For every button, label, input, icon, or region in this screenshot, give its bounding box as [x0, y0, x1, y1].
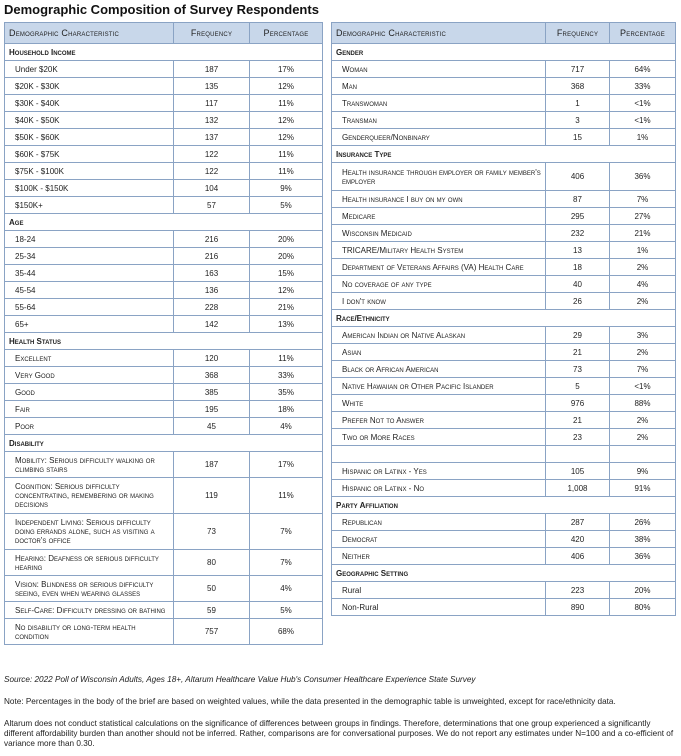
row-percentage: 17% — [250, 61, 323, 78]
section-row — [5, 44, 323, 61]
row-frequency: 406 — [546, 548, 610, 565]
row-label: No coverage of any type — [332, 276, 546, 293]
row-percentage: 12% — [250, 78, 323, 95]
demographics-table-right — [331, 22, 676, 616]
row-percentage: 2% — [610, 344, 676, 361]
row-frequency: 132 — [174, 112, 250, 129]
row-frequency: 80 — [174, 550, 250, 576]
row-frequency: 18 — [546, 259, 610, 276]
row-frequency: 87 — [546, 191, 610, 208]
row-frequency: 21 — [546, 412, 610, 429]
table-row — [5, 78, 323, 95]
row-label: 25-34 — [5, 248, 174, 265]
row-percentage: 7% — [250, 514, 323, 550]
table-row — [332, 163, 676, 191]
table-row — [332, 95, 676, 112]
row-label: Asian — [332, 344, 546, 361]
row-percentage: 2% — [610, 412, 676, 429]
row-percentage: 35% — [250, 384, 323, 401]
table-row — [5, 619, 323, 645]
table-row — [332, 395, 676, 412]
table-row — [332, 112, 676, 129]
row-frequency: 40 — [546, 276, 610, 293]
row-percentage: 80% — [610, 599, 676, 616]
table-row — [5, 350, 323, 367]
row-label: TRICARE/Military Health System — [332, 242, 546, 259]
row-label: $75K - $100K — [5, 163, 174, 180]
row-frequency: 216 — [174, 248, 250, 265]
row-frequency — [546, 446, 610, 463]
section-row — [5, 333, 323, 350]
row-frequency: 5 — [546, 378, 610, 395]
section-label: Geographic Setting — [332, 565, 676, 582]
table-row — [5, 231, 323, 248]
row-percentage: 64% — [610, 61, 676, 78]
header-characteristic: Demographic Characteristic — [332, 23, 546, 44]
table-row — [332, 582, 676, 599]
row-percentage: 2% — [610, 293, 676, 310]
row-label: American Indian or Native Alaskan — [332, 327, 546, 344]
section-label: Household Income — [5, 44, 323, 61]
table-row — [332, 514, 676, 531]
row-frequency: 26 — [546, 293, 610, 310]
table-row — [5, 95, 323, 112]
row-frequency: 45 — [174, 418, 250, 435]
section-label: Gender — [332, 44, 676, 61]
row-label: $60K - $75K — [5, 146, 174, 163]
section-label: Age — [5, 214, 323, 231]
table-row — [332, 191, 676, 208]
row-frequency: 136 — [174, 282, 250, 299]
table-row — [5, 61, 323, 78]
row-percentage: 12% — [250, 282, 323, 299]
demographics-table-left — [4, 22, 323, 645]
row-percentage: 7% — [610, 191, 676, 208]
row-percentage: 17% — [250, 452, 323, 478]
row-label: Fair — [5, 401, 174, 418]
row-frequency: 23 — [546, 429, 610, 446]
table-row — [5, 265, 323, 282]
row-frequency: 757 — [174, 619, 250, 645]
row-label: Very Good — [5, 367, 174, 384]
row-label: 18-24 — [5, 231, 174, 248]
row-percentage: 2% — [610, 259, 676, 276]
row-label: Man — [332, 78, 546, 95]
row-frequency: 406 — [546, 163, 610, 191]
row-percentage: 11% — [250, 146, 323, 163]
disclaimer: Altarum does not conduct statistical calculations on the significance of differences between groups in findings. Therefore, determinations that one group experienced a significantly different affordability burden than another should not be inferred. Rather, comparisons are for conversational purposes. We do not report any estimates under N=100 and a co-efficient of variance more than 0.30. — [4, 719, 674, 748]
table-header-row — [5, 23, 323, 44]
row-frequency: 120 — [174, 350, 250, 367]
row-label: Department of Veterans Affairs (VA) Health Care — [332, 259, 546, 276]
row-frequency: 117 — [174, 95, 250, 112]
header-percentage: Percentage — [610, 23, 676, 44]
row-frequency: 50 — [174, 576, 250, 602]
row-label: Independent Living: Serious difficulty doing errands alone, such as visiting a doctor's office — [5, 514, 174, 550]
row-label: Hispanic or Latinx - Yes — [332, 463, 546, 480]
row-label: Genderqueer/Nonbinary — [332, 129, 546, 146]
row-percentage: 11% — [250, 95, 323, 112]
row-label: Hispanic or Latinx - No — [332, 480, 546, 497]
table-row — [332, 61, 676, 78]
table-row — [5, 576, 323, 602]
row-frequency: 368 — [174, 367, 250, 384]
row-percentage: 11% — [250, 163, 323, 180]
table-row — [332, 78, 676, 95]
row-frequency: 890 — [546, 599, 610, 616]
row-frequency: 1,008 — [546, 480, 610, 497]
row-label: $150K+ — [5, 197, 174, 214]
section-label: Race/Ethnicity — [332, 310, 676, 327]
header-characteristic: Demographic Characteristic — [5, 23, 174, 44]
row-percentage: 15% — [250, 265, 323, 282]
row-percentage: 33% — [610, 78, 676, 95]
row-percentage: 68% — [250, 619, 323, 645]
source-note: Source: 2022 Poll of Wisconsin Adults, Ages 18+, Altarum Healthcare Value Hub's Consumer Healthcare Experience State Survey — [4, 675, 476, 684]
table-row — [5, 197, 323, 214]
row-label: Non-Rural — [332, 599, 546, 616]
row-label: Neither — [332, 548, 546, 565]
section-row — [332, 146, 676, 163]
row-label: White — [332, 395, 546, 412]
row-frequency: 385 — [174, 384, 250, 401]
row-label: Prefer Not to Answer — [332, 412, 546, 429]
header-percentage: Percentage — [250, 23, 323, 44]
row-label: Self-Care: Difficulty dressing or bathing — [5, 602, 174, 619]
table-row — [5, 478, 323, 514]
row-label: Vision: Blindness or serious difficulty seeing, even when wearing glasses — [5, 576, 174, 602]
row-frequency: 216 — [174, 231, 250, 248]
header-frequency: Frequency — [174, 23, 250, 44]
table-row — [5, 452, 323, 478]
table-row — [5, 180, 323, 197]
row-label: Medicare — [332, 208, 546, 225]
row-label: $30K - $40K — [5, 95, 174, 112]
row-frequency: 122 — [174, 146, 250, 163]
row-percentage — [610, 446, 676, 463]
row-label: Woman — [332, 61, 546, 78]
table-row — [332, 599, 676, 616]
row-label: Health insurance through employer or family member's employer — [332, 163, 546, 191]
row-label: Black or African American — [332, 361, 546, 378]
row-label: 55-64 — [5, 299, 174, 316]
table-row — [332, 208, 676, 225]
row-frequency: 59 — [174, 602, 250, 619]
table-row — [332, 293, 676, 310]
row-label: Under $20K — [5, 61, 174, 78]
row-percentage: 1% — [610, 129, 676, 146]
section-row — [332, 497, 676, 514]
row-percentage: 11% — [250, 478, 323, 514]
row-label: $100K - $150K — [5, 180, 174, 197]
row-frequency: 135 — [174, 78, 250, 95]
row-percentage: <1% — [610, 112, 676, 129]
row-label: Health insurance I buy on my own — [332, 191, 546, 208]
table-row — [5, 514, 323, 550]
table-row — [332, 531, 676, 548]
table-row — [5, 129, 323, 146]
row-percentage: 38% — [610, 531, 676, 548]
section-label: Insurance Type — [332, 146, 676, 163]
row-frequency: 187 — [174, 452, 250, 478]
row-percentage: 20% — [250, 248, 323, 265]
row-frequency: 195 — [174, 401, 250, 418]
table-row — [5, 248, 323, 265]
table-row — [332, 225, 676, 242]
row-percentage: 21% — [610, 225, 676, 242]
row-label: Excellent — [5, 350, 174, 367]
row-label: $40K - $50K — [5, 112, 174, 129]
table-row — [332, 548, 676, 565]
row-frequency: 420 — [546, 531, 610, 548]
row-percentage: 33% — [250, 367, 323, 384]
row-label: Republican — [332, 514, 546, 531]
section-label: Health Status — [5, 333, 323, 350]
row-label: Good — [5, 384, 174, 401]
table-row — [5, 367, 323, 384]
row-frequency: 13 — [546, 242, 610, 259]
row-percentage: 36% — [610, 163, 676, 191]
row-frequency: 368 — [546, 78, 610, 95]
table-row — [332, 429, 676, 446]
row-frequency: 119 — [174, 478, 250, 514]
row-label — [332, 446, 546, 463]
table-header-row — [332, 23, 676, 44]
row-frequency: 187 — [174, 61, 250, 78]
row-percentage: <1% — [610, 378, 676, 395]
table-row — [332, 327, 676, 344]
row-frequency: 3 — [546, 112, 610, 129]
row-percentage: 4% — [250, 418, 323, 435]
row-percentage: 18% — [250, 401, 323, 418]
row-frequency: 29 — [546, 327, 610, 344]
table-row — [332, 446, 676, 463]
table-row — [5, 384, 323, 401]
row-frequency: 73 — [546, 361, 610, 378]
row-frequency: 142 — [174, 316, 250, 333]
section-label: Party Affiliation — [332, 497, 676, 514]
row-label: $50K - $60K — [5, 129, 174, 146]
row-label: Two or More Races — [332, 429, 546, 446]
row-percentage: 91% — [610, 480, 676, 497]
table-row — [5, 401, 323, 418]
table-row — [5, 550, 323, 576]
row-label: 45-54 — [5, 282, 174, 299]
table-row — [332, 276, 676, 293]
section-row — [332, 310, 676, 327]
row-percentage: 20% — [610, 582, 676, 599]
row-label: $20K - $30K — [5, 78, 174, 95]
row-frequency: 57 — [174, 197, 250, 214]
row-label: Wisconsin Medicaid — [332, 225, 546, 242]
row-percentage: 13% — [250, 316, 323, 333]
row-frequency: 976 — [546, 395, 610, 412]
header-frequency: Frequency — [546, 23, 610, 44]
table-row — [5, 163, 323, 180]
section-row — [332, 44, 676, 61]
page-title: Demographic Composition of Survey Respondents — [4, 2, 319, 17]
row-label: Cognition: Serious difficulty concentrating, remembering or making decisions — [5, 478, 174, 514]
row-label: Poor — [5, 418, 174, 435]
table-row — [332, 378, 676, 395]
row-percentage: 5% — [250, 602, 323, 619]
row-label: 65+ — [5, 316, 174, 333]
row-percentage: 1% — [610, 242, 676, 259]
row-frequency: 15 — [546, 129, 610, 146]
row-frequency: 228 — [174, 299, 250, 316]
row-frequency: 717 — [546, 61, 610, 78]
row-frequency: 1 — [546, 95, 610, 112]
row-percentage: 26% — [610, 514, 676, 531]
row-frequency: 295 — [546, 208, 610, 225]
table-row — [332, 463, 676, 480]
row-frequency: 223 — [546, 582, 610, 599]
table-row — [5, 602, 323, 619]
row-label: Transwoman — [332, 95, 546, 112]
row-frequency: 73 — [174, 514, 250, 550]
row-percentage: 5% — [250, 197, 323, 214]
row-label: Rural — [332, 582, 546, 599]
row-percentage: 7% — [610, 361, 676, 378]
table-row — [332, 480, 676, 497]
row-percentage: 12% — [250, 129, 323, 146]
row-label: Mobility: Serious difficulty walking or climbing stairs — [5, 452, 174, 478]
table-row — [332, 361, 676, 378]
weighting-note: Note: Percentages in the body of the brief are based on weighted values, while the data presented in the demographic table is unweighted, except for race/ethnicity data. — [4, 697, 616, 706]
table-row — [5, 112, 323, 129]
row-frequency: 104 — [174, 180, 250, 197]
section-row — [332, 565, 676, 582]
row-label: Democrat — [332, 531, 546, 548]
row-percentage: 21% — [250, 299, 323, 316]
row-percentage: 4% — [610, 276, 676, 293]
table-row — [332, 412, 676, 429]
table-row — [332, 259, 676, 276]
row-frequency: 137 — [174, 129, 250, 146]
row-label: Hearing: Deafness or serious difficulty hearing — [5, 550, 174, 576]
row-percentage: 12% — [250, 112, 323, 129]
row-frequency: 122 — [174, 163, 250, 180]
row-percentage: 3% — [610, 327, 676, 344]
section-row — [5, 435, 323, 452]
row-label: 35-44 — [5, 265, 174, 282]
table-row — [5, 146, 323, 163]
row-percentage: 4% — [250, 576, 323, 602]
table-row — [332, 129, 676, 146]
row-percentage: 9% — [610, 463, 676, 480]
row-frequency: 163 — [174, 265, 250, 282]
section-row — [5, 214, 323, 231]
row-frequency: 105 — [546, 463, 610, 480]
row-label: Native Hawaiian or Other Pacific Islander — [332, 378, 546, 395]
row-percentage: 11% — [250, 350, 323, 367]
row-percentage: 20% — [250, 231, 323, 248]
row-frequency: 232 — [546, 225, 610, 242]
table-row — [332, 242, 676, 259]
table-row — [5, 316, 323, 333]
row-frequency: 21 — [546, 344, 610, 361]
table-row — [332, 344, 676, 361]
row-percentage: 27% — [610, 208, 676, 225]
row-percentage: <1% — [610, 95, 676, 112]
table-row — [5, 418, 323, 435]
row-percentage: 88% — [610, 395, 676, 412]
row-percentage: 2% — [610, 429, 676, 446]
row-label: Transman — [332, 112, 546, 129]
row-percentage: 36% — [610, 548, 676, 565]
row-percentage: 7% — [250, 550, 323, 576]
section-label: Disability — [5, 435, 323, 452]
row-label: I don't know — [332, 293, 546, 310]
table-row — [5, 299, 323, 316]
row-percentage: 9% — [250, 180, 323, 197]
table-row — [5, 282, 323, 299]
row-frequency: 287 — [546, 514, 610, 531]
row-label: No disability or long-term health condition — [5, 619, 174, 645]
